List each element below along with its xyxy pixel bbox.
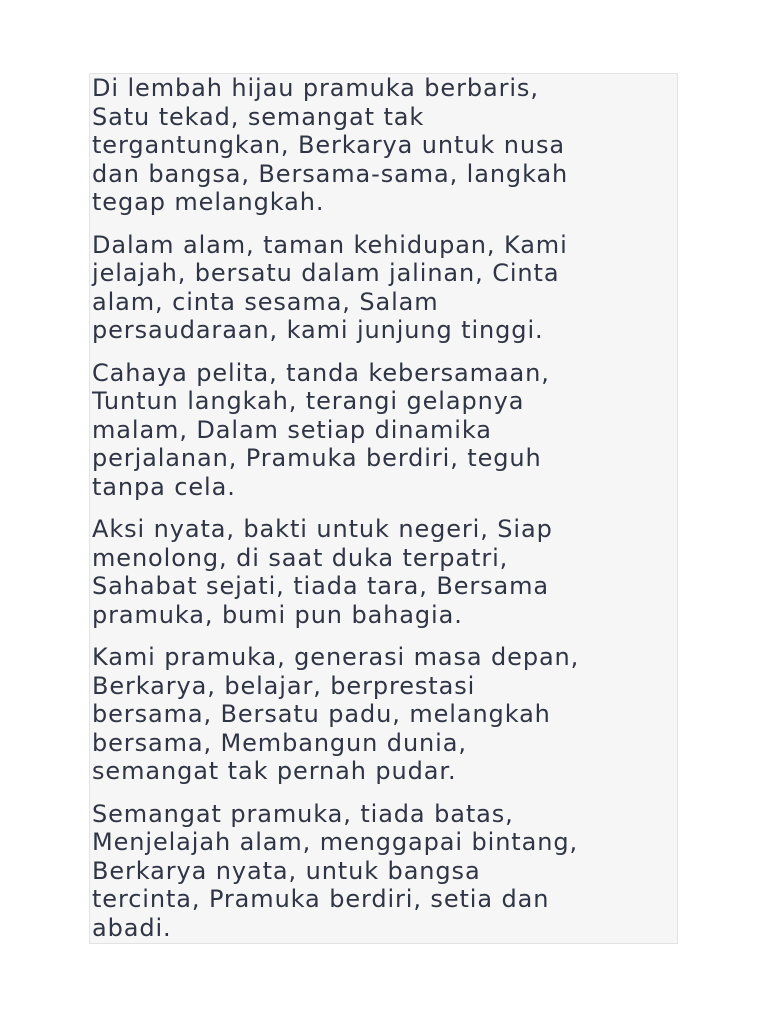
poem-line: Dalam alam, taman kehidupan, Kami (92, 230, 568, 259)
poem-line: Menjelajah alam, menggapai bintang, (92, 828, 578, 856)
poem-line: malam, Dalam setiap dinamika (92, 415, 492, 444)
poem-line: Tuntun langkah, terangi gelapnya (92, 387, 525, 415)
poem-line: persaudaraan, kami junjung tinggi. (92, 316, 544, 344)
stanza-6 (92, 800, 677, 943)
poem-line: Sahabat sejati, tiada tara, Bersama (92, 572, 550, 600)
poem-line: Berkarya, belajar, berprestasi (92, 671, 476, 700)
stanza-4 (92, 515, 677, 629)
poem-panel (89, 73, 678, 944)
poem-line: Di lembah hijau pramuka berbaris, (92, 74, 539, 102)
poem-line: Satu tekad, semangat tak (92, 102, 425, 131)
poem-line: pramuka, bumi pun bahagia. (92, 600, 463, 629)
poem-line: perjalanan, Pramuka berdiri, teguh (92, 444, 542, 472)
poem-line: bersama, Membangun dunia, (92, 728, 467, 757)
poem-line: Semangat pramuka, tiada batas, (92, 799, 514, 828)
stanza-2 (92, 231, 677, 345)
poem-line: jelajah, bersatu dalam jalinan, Cinta (92, 259, 560, 287)
poem-line: menolong, di saat duka terpatri, (92, 543, 509, 572)
poem-line: Cahaya pelita, tanda kebersamaan, (92, 358, 550, 387)
stanza-1 (92, 74, 677, 217)
poem-line: tanpa cela. (92, 472, 236, 501)
stanza-5 (92, 643, 677, 786)
poem-line: Aksi nyata, bakti untuk negeri, Siap (92, 515, 553, 543)
poem-line: Berkarya nyata, untuk bangsa (92, 856, 481, 885)
poem-line: tercinta, Pramuka berdiri, setia dan (92, 885, 550, 913)
poem-line: semangat tak pernah pudar. (92, 757, 457, 785)
poem-line: alam, cinta sesama, Salam (92, 287, 439, 316)
stanza-3 (92, 359, 677, 502)
poem-line: Kami pramuka, generasi masa depan, (92, 643, 580, 671)
poem-line: tegap melangkah. (92, 188, 325, 216)
poem-line: abadi. (92, 913, 172, 942)
poem-line: dan bangsa, Bersama-sama, langkah (92, 159, 569, 188)
poem-line: bersama, Bersatu padu, melangkah (92, 700, 551, 728)
poem-line: tergantungkan, Berkarya untuk nusa (92, 131, 565, 159)
